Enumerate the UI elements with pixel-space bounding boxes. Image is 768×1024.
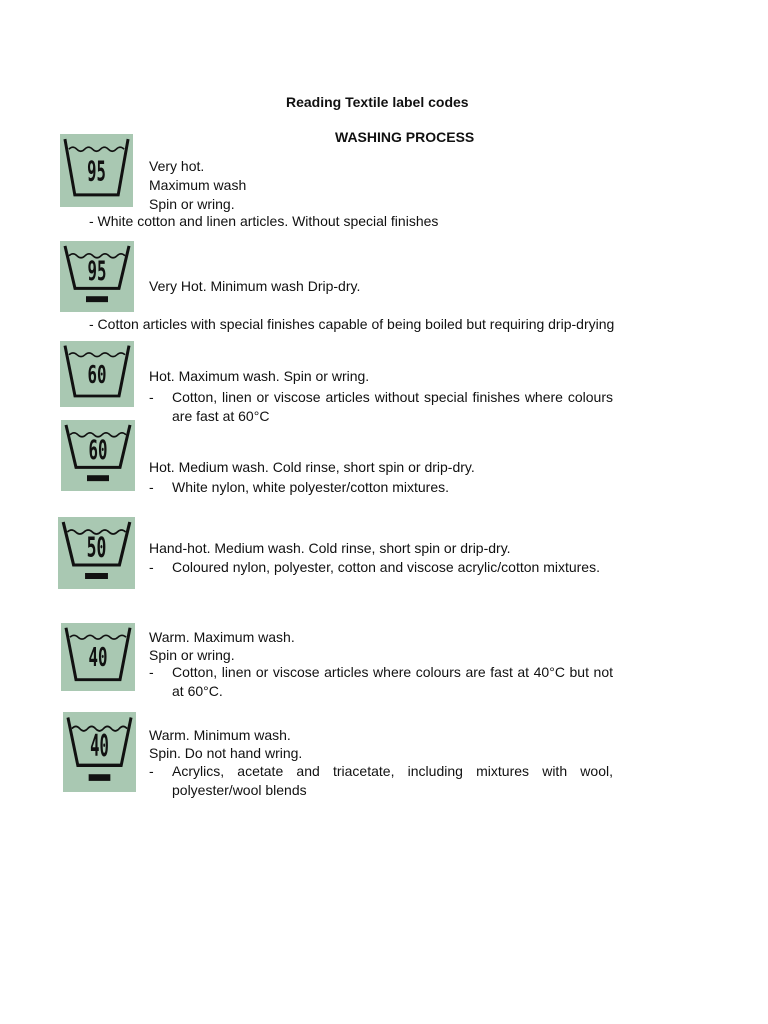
entry-line: Very hot. [149, 158, 205, 174]
svg-text:60: 60 [88, 435, 108, 467]
washtub-95-icon [60, 134, 133, 207]
bullet-item [149, 558, 613, 577]
bullet-text: Cotton, linen or viscose articles without special finishes where colours are fast at 60°C [172, 389, 613, 424]
svg-text:95: 95 [87, 256, 107, 288]
bullet-item [149, 663, 613, 701]
svg-text:95: 95 [87, 155, 106, 188]
document-title: Reading Textile label codes [286, 94, 469, 110]
bullet-text: Acrylics, acetate and triacetate, including mixtures with wool, polyester/wool blends [172, 763, 613, 798]
bullet-dash: - [149, 763, 154, 779]
washtub-60-icon [60, 341, 134, 407]
entry-line: Hot. Medium wash. Cold rinse, short spin or drip-dry. [149, 459, 475, 475]
section-heading: WASHING PROCESS [335, 129, 475, 145]
entry-note: - Cotton articles with special finishes capable of being boiled but requiring drip-drying [89, 316, 615, 332]
entry-line: Very Hot. Minimum wash Drip-dry. [149, 278, 361, 294]
svg-text:60: 60 [87, 360, 107, 389]
entry-line: Spin or wring. [149, 647, 235, 663]
bullet-dash: - [149, 559, 154, 575]
washtub-95-bar-icon [60, 241, 134, 312]
bullet-text: Coloured nylon, polyester, cotton and viscose acrylic/cotton mixtures. [172, 559, 600, 575]
bullet-dash: - [149, 389, 154, 405]
bullet-dash: - [149, 664, 154, 680]
bullet-item [149, 478, 613, 497]
svg-text:40: 40 [90, 728, 109, 764]
entry-line: Hot. Maximum wash. Spin or wring. [149, 368, 370, 384]
bullet-text: White nylon, white polyester/cotton mixtures. [172, 479, 450, 495]
bullet-item [149, 762, 613, 800]
entry-line: Warm. Maximum wash. [149, 629, 295, 645]
entry-line: Maximum wash [149, 177, 247, 193]
entry-line: Hand-hot. Medium wash. Cold rinse, short spin or drip-dry. [149, 540, 511, 556]
entry-line: Spin or wring. [149, 196, 235, 212]
entry-line: Warm. Minimum wash. [149, 727, 291, 743]
bullet-text: Cotton, linen or viscose articles where colours are fast at 40°C but not at 60°C. [172, 664, 613, 699]
bullet-item [149, 388, 613, 426]
svg-text:50: 50 [86, 532, 107, 564]
washtub-60-bar-icon [61, 420, 135, 491]
washtub-50-bar-icon [58, 517, 135, 589]
svg-text:40: 40 [88, 643, 108, 674]
washtub-40-bar-icon [63, 712, 136, 792]
washtub-40-icon [61, 623, 135, 691]
entry-note: - White cotton and linen articles. Without special finishes [89, 213, 439, 229]
bullet-dash: - [149, 479, 154, 495]
entry-line: Spin. Do not hand wring. [149, 745, 303, 761]
